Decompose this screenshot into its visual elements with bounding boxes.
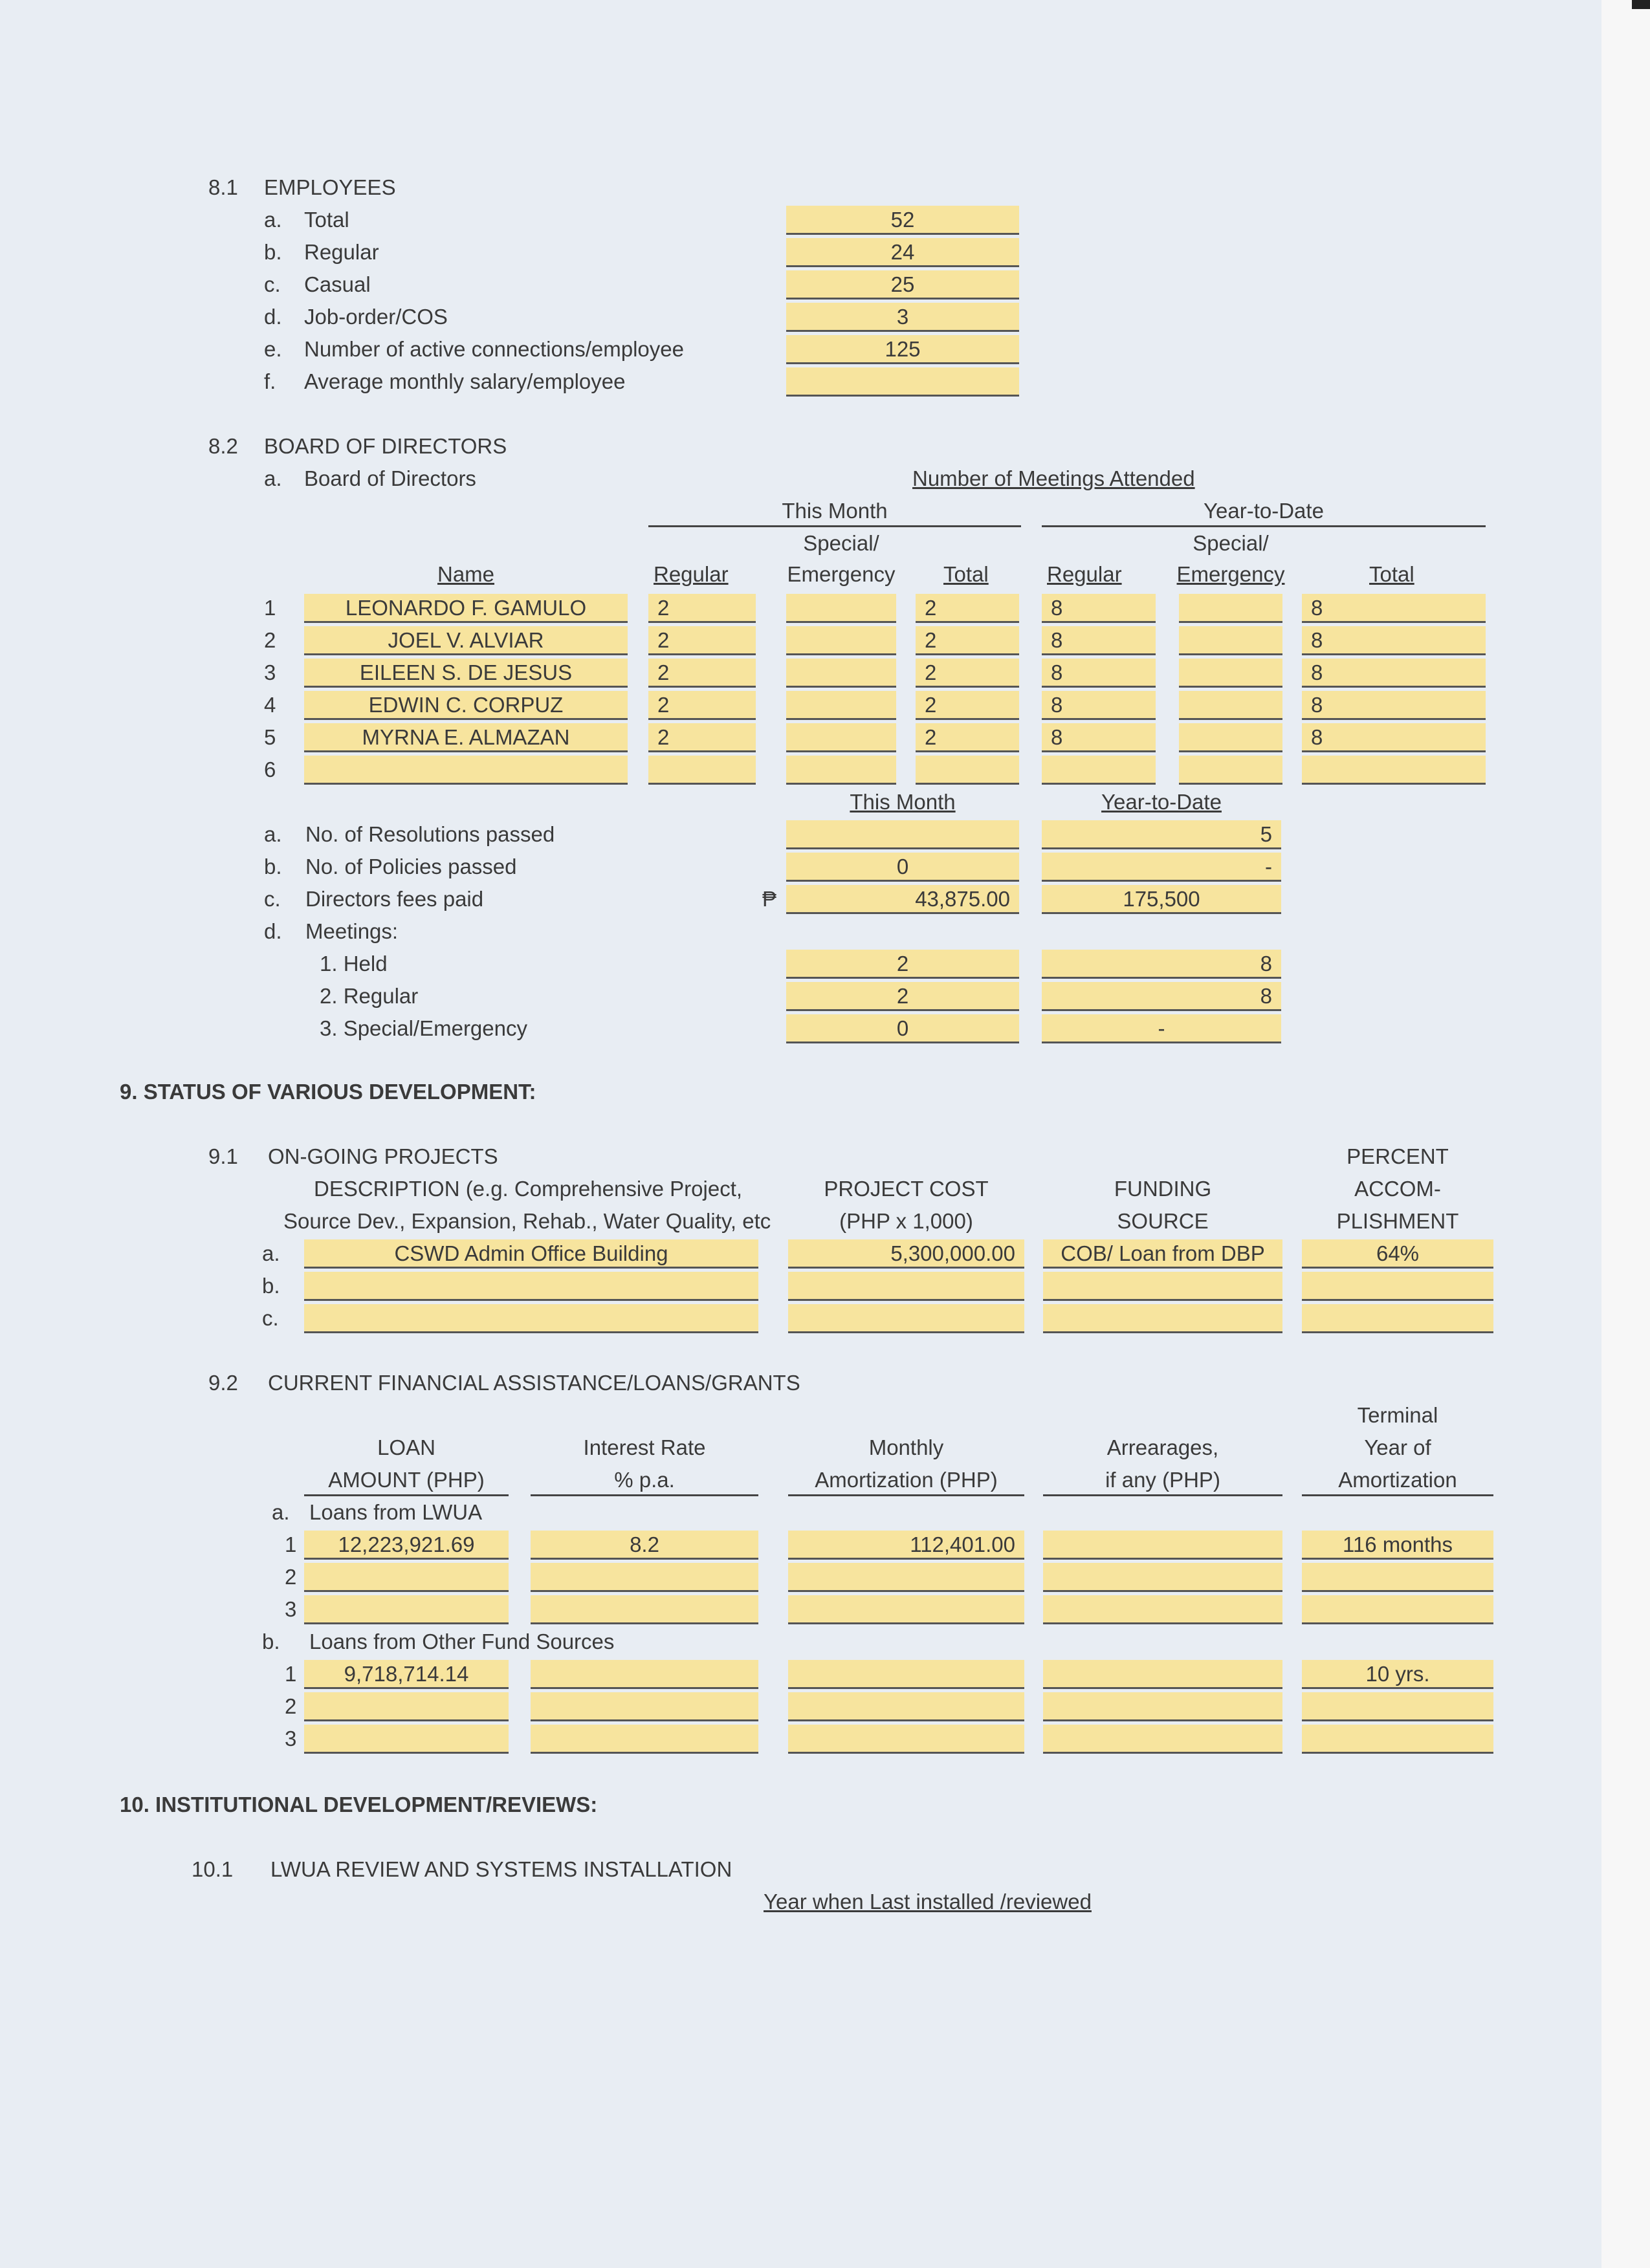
month-special-cell bbox=[786, 659, 896, 688]
item-label: Meetings: bbox=[305, 919, 399, 943]
scan-edge bbox=[1601, 0, 1650, 2268]
ytd-special-cell bbox=[1179, 691, 1282, 720]
emergency-header: Emergency bbox=[1176, 562, 1285, 586]
loan-arrearages-cell bbox=[1043, 1692, 1282, 1721]
section-title: BOARD OF DIRECTORS bbox=[264, 434, 507, 458]
month-total-cell bbox=[916, 756, 1019, 785]
percent-header: ACCOM- bbox=[1354, 1177, 1441, 1201]
loan-rate-cell bbox=[531, 1692, 758, 1721]
loan-arrearages-cell bbox=[1043, 1660, 1282, 1689]
loan-arrearages-cell bbox=[1043, 1563, 1282, 1592]
section-number: 9.1 bbox=[208, 1144, 238, 1168]
header-rule bbox=[1043, 1494, 1282, 1496]
month-regular-cell: 2 bbox=[648, 594, 756, 623]
project-cost-cell bbox=[788, 1304, 1024, 1333]
loan-rate-cell bbox=[531, 1595, 758, 1624]
stats-ytd-header: Year-to-Date bbox=[1101, 790, 1222, 814]
loan-rate-cell bbox=[531, 1725, 758, 1754]
description-header: Source Dev., Expansion, Rehab., Water Quality, etc bbox=[283, 1209, 771, 1233]
month-regular-cell: 2 bbox=[648, 691, 756, 720]
item-label: Average monthly salary/employee bbox=[304, 369, 626, 393]
terminal-header: Terminal bbox=[1357, 1403, 1438, 1427]
month-regular-cell: 2 bbox=[648, 626, 756, 655]
item-label: Number of active connections/employee bbox=[304, 337, 684, 361]
amortization-header: Amortization (PHP) bbox=[815, 1468, 998, 1492]
stat-month-cell: 43,875.00 bbox=[786, 885, 1019, 914]
director-name-cell: MYRNA E. ALMAZAN bbox=[304, 723, 628, 752]
employee-value-cell: 125 bbox=[786, 335, 1019, 364]
section-number: 8.1 bbox=[208, 175, 238, 199]
loan-terminal-cell: 10 yrs. bbox=[1302, 1660, 1493, 1689]
loan-terminal-cell bbox=[1302, 1725, 1493, 1754]
section-title: CURRENT FINANCIAL ASSISTANCE/LOANS/GRANTS bbox=[268, 1371, 800, 1395]
scan-mark bbox=[1632, 0, 1650, 9]
loan-arrearages-cell bbox=[1043, 1595, 1282, 1624]
director-number: 4 bbox=[264, 693, 276, 717]
item-label: No. of Policies passed bbox=[305, 855, 517, 878]
stat-ytd-cell: 175,500 bbox=[1042, 885, 1281, 914]
ytd-regular-cell: 8 bbox=[1042, 723, 1156, 752]
section-title: EMPLOYEES bbox=[264, 175, 396, 199]
percent-header: PLISHMENT bbox=[1336, 1209, 1459, 1233]
meetings-header: Number of Meetings Attended bbox=[912, 466, 1195, 490]
item-letter: c. bbox=[264, 887, 281, 911]
section-heading: 9. STATUS OF VARIOUS DEVELOPMENT: bbox=[120, 1080, 536, 1104]
special-header: Special/ bbox=[1193, 531, 1269, 555]
ytd-special-cell bbox=[1179, 756, 1282, 785]
employee-value-cell: 52 bbox=[786, 206, 1019, 235]
funding-header: SOURCE bbox=[1117, 1209, 1209, 1233]
loan-header: LOAN bbox=[377, 1435, 435, 1459]
loan-rate-cell bbox=[531, 1563, 758, 1592]
emergency-header: Emergency bbox=[787, 562, 896, 586]
ytd-regular-cell: 8 bbox=[1042, 626, 1156, 655]
loan-number: 3 bbox=[285, 1727, 297, 1750]
section-number: 8.2 bbox=[208, 434, 238, 458]
ytd-total-cell: 8 bbox=[1302, 723, 1486, 752]
loan-group-letter: a. bbox=[272, 1500, 290, 1524]
description-header: DESCRIPTION (e.g. Comprehensive Project, bbox=[314, 1177, 743, 1201]
item-letter: b. bbox=[264, 855, 282, 878]
director-number: 3 bbox=[264, 660, 276, 684]
month-total-cell: 2 bbox=[916, 659, 1019, 688]
project-letter: b. bbox=[262, 1274, 280, 1298]
loan-amount-cell: 12,223,921.69 bbox=[304, 1531, 509, 1560]
director-name-cell: EILEEN S. DE JESUS bbox=[304, 659, 628, 688]
header-rule bbox=[1042, 525, 1486, 527]
funding-header: FUNDING bbox=[1114, 1177, 1212, 1201]
director-name-cell: LEONARDO F. GAMULO bbox=[304, 594, 628, 623]
meeting-label: 2. Regular bbox=[320, 984, 419, 1008]
month-total-cell: 2 bbox=[916, 594, 1019, 623]
item-letter: a. bbox=[264, 822, 282, 846]
employee-value-cell: 24 bbox=[786, 238, 1019, 267]
loan-group-label: Loans from Other Fund Sources bbox=[309, 1630, 615, 1653]
loan-number: 3 bbox=[285, 1597, 297, 1621]
meeting-label: 1. Held bbox=[320, 952, 388, 976]
meeting-month-cell: 0 bbox=[786, 1014, 1019, 1043]
terminal-header: Amortization bbox=[1338, 1468, 1457, 1492]
ytd-total-cell: 8 bbox=[1302, 626, 1486, 655]
director-number: 6 bbox=[264, 758, 276, 781]
section-title: LWUA REVIEW AND SYSTEMS INSTALLATION bbox=[270, 1857, 732, 1881]
ytd-header: Year-to-Date bbox=[1204, 499, 1324, 523]
ytd-special-cell bbox=[1179, 659, 1282, 688]
amortization-header: Monthly bbox=[868, 1435, 944, 1459]
loan-amortization-cell bbox=[788, 1660, 1024, 1689]
loan-group-letter: b. bbox=[262, 1630, 280, 1653]
loan-rate-cell bbox=[531, 1660, 758, 1689]
project-percent-cell bbox=[1302, 1272, 1493, 1301]
project-cost-cell bbox=[788, 1272, 1024, 1301]
meeting-month-cell: 2 bbox=[786, 982, 1019, 1011]
ytd-regular-cell bbox=[1042, 756, 1156, 785]
total-header: Total bbox=[1369, 562, 1414, 586]
loan-amount-cell bbox=[304, 1692, 509, 1721]
stat-ytd-cell: - bbox=[1042, 853, 1281, 882]
loan-amortization-cell bbox=[788, 1563, 1024, 1592]
item-label: Board of Directors bbox=[304, 466, 476, 490]
special-header: Special/ bbox=[803, 531, 879, 555]
meeting-ytd-cell: 8 bbox=[1042, 982, 1281, 1011]
project-letter: a. bbox=[262, 1241, 280, 1265]
month-special-cell bbox=[786, 723, 896, 752]
loan-amortization-cell: 112,401.00 bbox=[788, 1531, 1024, 1560]
meeting-ytd-cell: 8 bbox=[1042, 950, 1281, 979]
cost-header: (PHP x 1,000) bbox=[839, 1209, 973, 1233]
loan-number: 2 bbox=[285, 1565, 297, 1589]
stats-this-month-header: This Month bbox=[850, 790, 956, 814]
item-letter: d. bbox=[264, 305, 282, 329]
peso-sign: ₱ bbox=[762, 887, 777, 911]
loan-amount-cell bbox=[304, 1725, 509, 1754]
director-name-cell bbox=[304, 756, 628, 785]
loan-amortization-cell bbox=[788, 1725, 1024, 1754]
project-letter: c. bbox=[262, 1306, 279, 1330]
loan-number: 1 bbox=[285, 1532, 297, 1556]
arrearages-header: if any (PHP) bbox=[1105, 1468, 1220, 1492]
director-name-cell: JOEL V. ALVIAR bbox=[304, 626, 628, 655]
name-header: Name bbox=[437, 562, 495, 586]
project-description-cell bbox=[304, 1304, 758, 1333]
ytd-regular-cell: 8 bbox=[1042, 594, 1156, 623]
item-label: Casual bbox=[304, 272, 371, 296]
project-funding-cell bbox=[1043, 1272, 1282, 1301]
loan-amortization-cell bbox=[788, 1692, 1024, 1721]
month-regular-cell bbox=[648, 756, 756, 785]
month-special-cell bbox=[786, 756, 896, 785]
rate-header: Interest Rate bbox=[583, 1435, 706, 1459]
item-label: No. of Resolutions passed bbox=[305, 822, 555, 846]
loan-group-label: Loans from LWUA bbox=[309, 1500, 483, 1524]
month-regular-cell: 2 bbox=[648, 723, 756, 752]
loan-header: AMOUNT (PHP) bbox=[328, 1468, 485, 1492]
section-number: 10.1 bbox=[192, 1857, 234, 1881]
loan-terminal-cell bbox=[1302, 1563, 1493, 1592]
this-month-header: This Month bbox=[782, 499, 888, 523]
project-description-cell bbox=[304, 1272, 758, 1301]
percent-header: PERCENT bbox=[1347, 1144, 1449, 1168]
ytd-total-cell bbox=[1302, 756, 1486, 785]
ytd-regular-cell: 8 bbox=[1042, 691, 1156, 720]
item-letter: c. bbox=[264, 272, 281, 296]
year-header: Year when Last installed /reviewed bbox=[764, 1890, 1092, 1914]
month-total-cell: 2 bbox=[916, 626, 1019, 655]
stat-month-cell: 0 bbox=[786, 853, 1019, 882]
loan-amount-cell bbox=[304, 1563, 509, 1592]
loan-number: 1 bbox=[285, 1662, 297, 1686]
regular-header: Regular bbox=[1047, 562, 1122, 586]
month-total-cell: 2 bbox=[916, 723, 1019, 752]
stat-ytd-cell: 5 bbox=[1042, 820, 1281, 849]
loan-amount-cell: 9,718,714.14 bbox=[304, 1660, 509, 1689]
month-special-cell bbox=[786, 691, 896, 720]
section-number: 9.2 bbox=[208, 1371, 238, 1395]
month-regular-cell: 2 bbox=[648, 659, 756, 688]
total-header: Total bbox=[943, 562, 989, 586]
item-letter: a. bbox=[264, 208, 282, 232]
project-cost-cell: 5,300,000.00 bbox=[788, 1239, 1024, 1269]
employee-value-cell: 25 bbox=[786, 270, 1019, 300]
loan-rate-cell: 8.2 bbox=[531, 1531, 758, 1560]
item-letter: e. bbox=[264, 337, 282, 361]
loan-terminal-cell bbox=[1302, 1595, 1493, 1624]
header-rule bbox=[531, 1494, 758, 1496]
project-percent-cell bbox=[1302, 1304, 1493, 1333]
employee-value-cell: 3 bbox=[786, 303, 1019, 332]
month-total-cell: 2 bbox=[916, 691, 1019, 720]
project-description-cell: CSWD Admin Office Building bbox=[304, 1239, 758, 1269]
ytd-regular-cell: 8 bbox=[1042, 659, 1156, 688]
regular-header: Regular bbox=[654, 562, 729, 586]
ytd-special-cell bbox=[1179, 723, 1282, 752]
meeting-ytd-cell: - bbox=[1042, 1014, 1281, 1043]
loan-number: 2 bbox=[285, 1694, 297, 1718]
director-name-cell: EDWIN C. CORPUZ bbox=[304, 691, 628, 720]
month-special-cell bbox=[786, 626, 896, 655]
loan-terminal-cell: 116 months bbox=[1302, 1531, 1493, 1560]
ytd-total-cell: 8 bbox=[1302, 594, 1486, 623]
employee-value-cell bbox=[786, 367, 1019, 397]
item-letter: b. bbox=[264, 240, 282, 264]
month-special-cell bbox=[786, 594, 896, 623]
header-rule bbox=[304, 1494, 509, 1496]
header-rule bbox=[788, 1494, 1024, 1496]
project-percent-cell: 64% bbox=[1302, 1239, 1493, 1269]
ytd-special-cell bbox=[1179, 626, 1282, 655]
rate-header: % p.a. bbox=[614, 1468, 675, 1492]
director-number: 1 bbox=[264, 596, 276, 620]
director-number: 5 bbox=[264, 725, 276, 749]
terminal-header: Year of bbox=[1364, 1435, 1431, 1459]
section-title: ON-GOING PROJECTS bbox=[268, 1144, 498, 1168]
item-letter: f. bbox=[264, 369, 276, 393]
meeting-label: 3. Special/Emergency bbox=[320, 1016, 527, 1040]
item-letter: a. bbox=[264, 466, 282, 490]
loan-amortization-cell bbox=[788, 1595, 1024, 1624]
meeting-month-cell: 2 bbox=[786, 950, 1019, 979]
item-label: Regular bbox=[304, 240, 379, 264]
loan-arrearages-cell bbox=[1043, 1531, 1282, 1560]
ytd-total-cell: 8 bbox=[1302, 691, 1486, 720]
ytd-total-cell: 8 bbox=[1302, 659, 1486, 688]
director-number: 2 bbox=[264, 628, 276, 652]
item-label: Job-order/COS bbox=[304, 305, 448, 329]
arrearages-header: Arrearages, bbox=[1106, 1435, 1219, 1459]
item-label: Directors fees paid bbox=[305, 887, 484, 911]
loan-arrearages-cell bbox=[1043, 1725, 1282, 1754]
header-rule bbox=[1302, 1494, 1493, 1496]
cost-header: PROJECT COST bbox=[824, 1177, 989, 1201]
loan-amount-cell bbox=[304, 1595, 509, 1624]
item-letter: d. bbox=[264, 919, 282, 943]
project-funding-cell: COB/ Loan from DBP bbox=[1043, 1239, 1282, 1269]
ytd-special-cell bbox=[1179, 594, 1282, 623]
project-funding-cell bbox=[1043, 1304, 1282, 1333]
stat-month-cell bbox=[786, 820, 1019, 849]
item-label: Total bbox=[304, 208, 349, 232]
header-rule bbox=[648, 525, 1021, 527]
section-heading: 10. INSTITUTIONAL DEVELOPMENT/REVIEWS: bbox=[120, 1793, 598, 1816]
loan-terminal-cell bbox=[1302, 1692, 1493, 1721]
